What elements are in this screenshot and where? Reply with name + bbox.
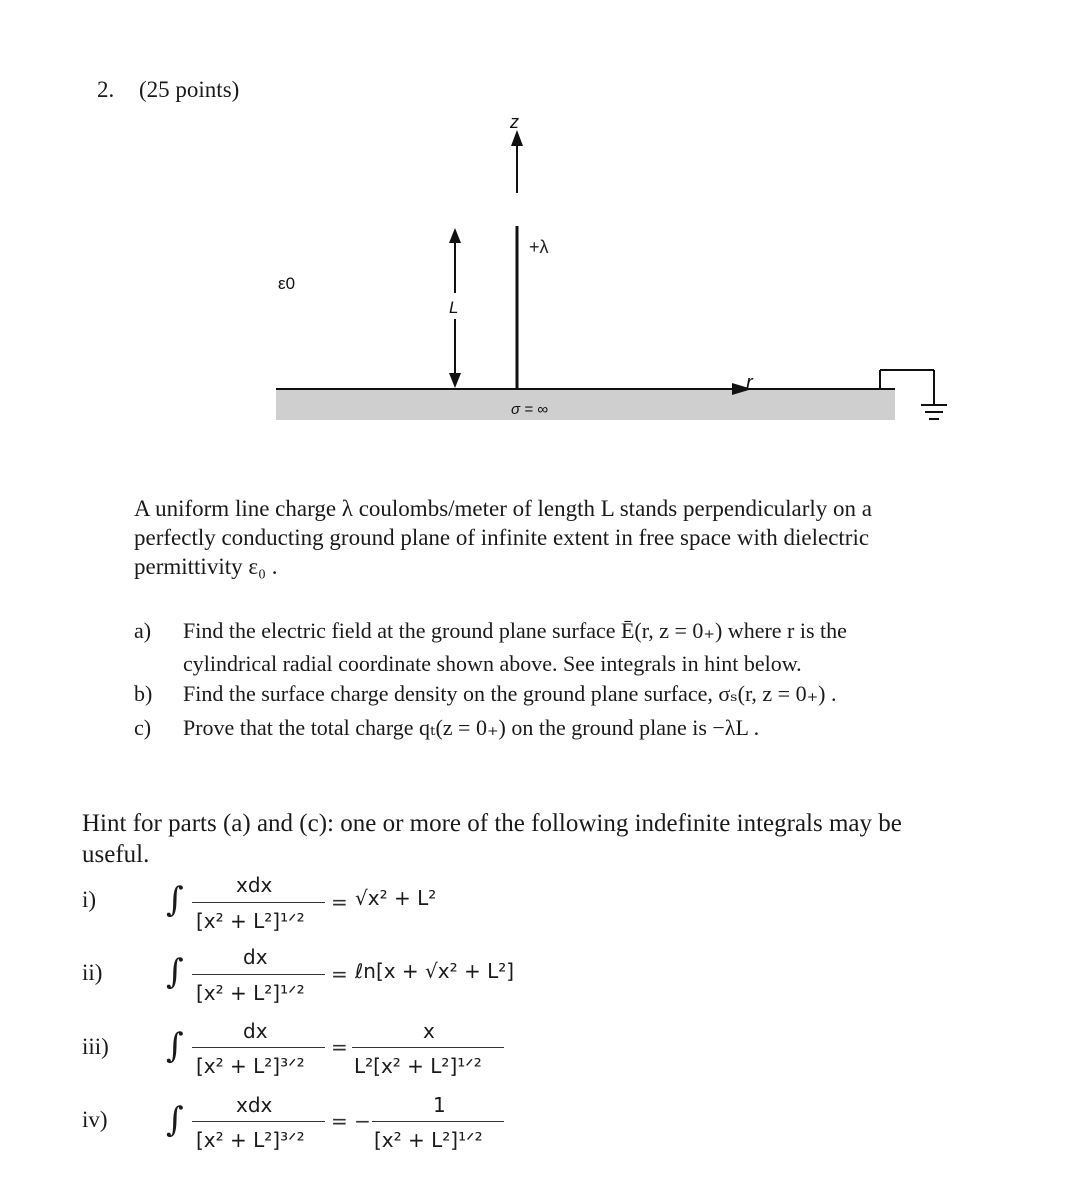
integral-ii-result: ℓn[x + √x² + L²] <box>355 959 515 983</box>
question-b-label: b) <box>134 681 153 706</box>
problem-points: (25 points) <box>139 77 240 102</box>
integral-iv-result-numerator: 1 <box>433 1093 446 1117</box>
hint-text <box>82 808 982 870</box>
hint-line-2: useful. <box>82 841 150 868</box>
integral-ii-equals: = <box>331 962 348 986</box>
integral-sign: ∫ <box>166 952 184 992</box>
length-label: L <box>449 298 459 317</box>
integral-iii-result-numerator: x <box>423 1019 435 1043</box>
integral-i-denominator: [x² + L²]¹ᐟ² <box>196 909 305 933</box>
integral-i-label: i) <box>82 887 97 912</box>
integral-iv-result-denominator: [x² + L²]¹ᐟ² <box>374 1128 483 1152</box>
question-a-line-1: Find the electric field at the ground plane surface Ē(r, z = 0₊) where r is the <box>183 618 847 643</box>
r-label: r <box>746 372 753 394</box>
integral-ii-denominator: [x² + L²]¹ᐟ² <box>196 981 305 1005</box>
integral-i-equals: = <box>331 890 348 914</box>
question-c-line-1: Prove that the total charge qₜ(z = 0₊) on the ground plane is −λL . <box>183 715 760 740</box>
problem-statement <box>134 494 964 581</box>
fraction-bar <box>372 1121 504 1122</box>
problem-number: 2. <box>97 77 115 102</box>
z-label: z <box>510 112 519 132</box>
question-c-label: c) <box>134 715 152 740</box>
figure-line-charge <box>0 0 1080 460</box>
statement-line-2: perfectly conducting ground plane of infinite extent in free space with dielectric <box>134 525 870 550</box>
integral-iii-result-denominator: L²[x² + L²]¹ᐟ² <box>354 1054 482 1078</box>
hint-line-1: Hint for parts (a) and (c): one or more of the following indefinite integrals may be <box>82 810 902 837</box>
integral-sign: ∫ <box>166 1100 184 1140</box>
question-a-line-2: cylindrical radial coordinate shown above. See integrals in hint below. <box>183 651 802 676</box>
fraction-bar <box>352 1047 504 1048</box>
question-b-line-1: Find the surface charge density on the ground plane surface, σₛ(r, z = 0₊) . <box>183 681 837 706</box>
statement-line-3: permittivity ε₀ . <box>134 554 278 579</box>
integral-ii-label: ii) <box>82 960 103 985</box>
charge-label: +λ <box>529 237 549 257</box>
length-arrow-top <box>449 228 461 243</box>
statement-line-1: A uniform line charge λ coulombs/meter of length L stands perpendicularly on a <box>134 496 873 521</box>
length-arrow-bottom <box>449 373 461 388</box>
sigma-label: σ = ∞ <box>511 401 548 418</box>
fraction-bar <box>192 902 325 903</box>
fraction-bar <box>192 1047 325 1048</box>
integral-iii-label: iii) <box>82 1034 109 1059</box>
integral-i-result: √x² + L² <box>355 886 437 910</box>
fraction-bar <box>192 974 325 975</box>
integral-iv-label: iv) <box>82 1107 108 1132</box>
z-axis-arrowhead <box>511 130 523 146</box>
integral-iv-denominator: [x² + L²]³ᐟ² <box>196 1128 305 1152</box>
integral-ii-numerator: dx <box>243 945 268 969</box>
integral-sign: ∫ <box>166 880 184 920</box>
integral-iii-denominator: [x² + L²]³ᐟ² <box>196 1054 305 1078</box>
integral-iii-numerator: dx <box>243 1019 268 1043</box>
integral-sign: ∫ <box>166 1026 184 1066</box>
ground-plane <box>276 389 895 420</box>
fraction-bar <box>192 1121 325 1122</box>
integral-iv-numerator: xdx <box>236 1093 273 1117</box>
integral-iv-equals: = − <box>331 1109 371 1133</box>
integral-i-numerator: xdx <box>236 873 273 897</box>
question-a-label: a) <box>134 618 152 643</box>
permittivity-label: ε0 <box>278 274 296 293</box>
integral-iii-equals: = <box>331 1035 348 1059</box>
